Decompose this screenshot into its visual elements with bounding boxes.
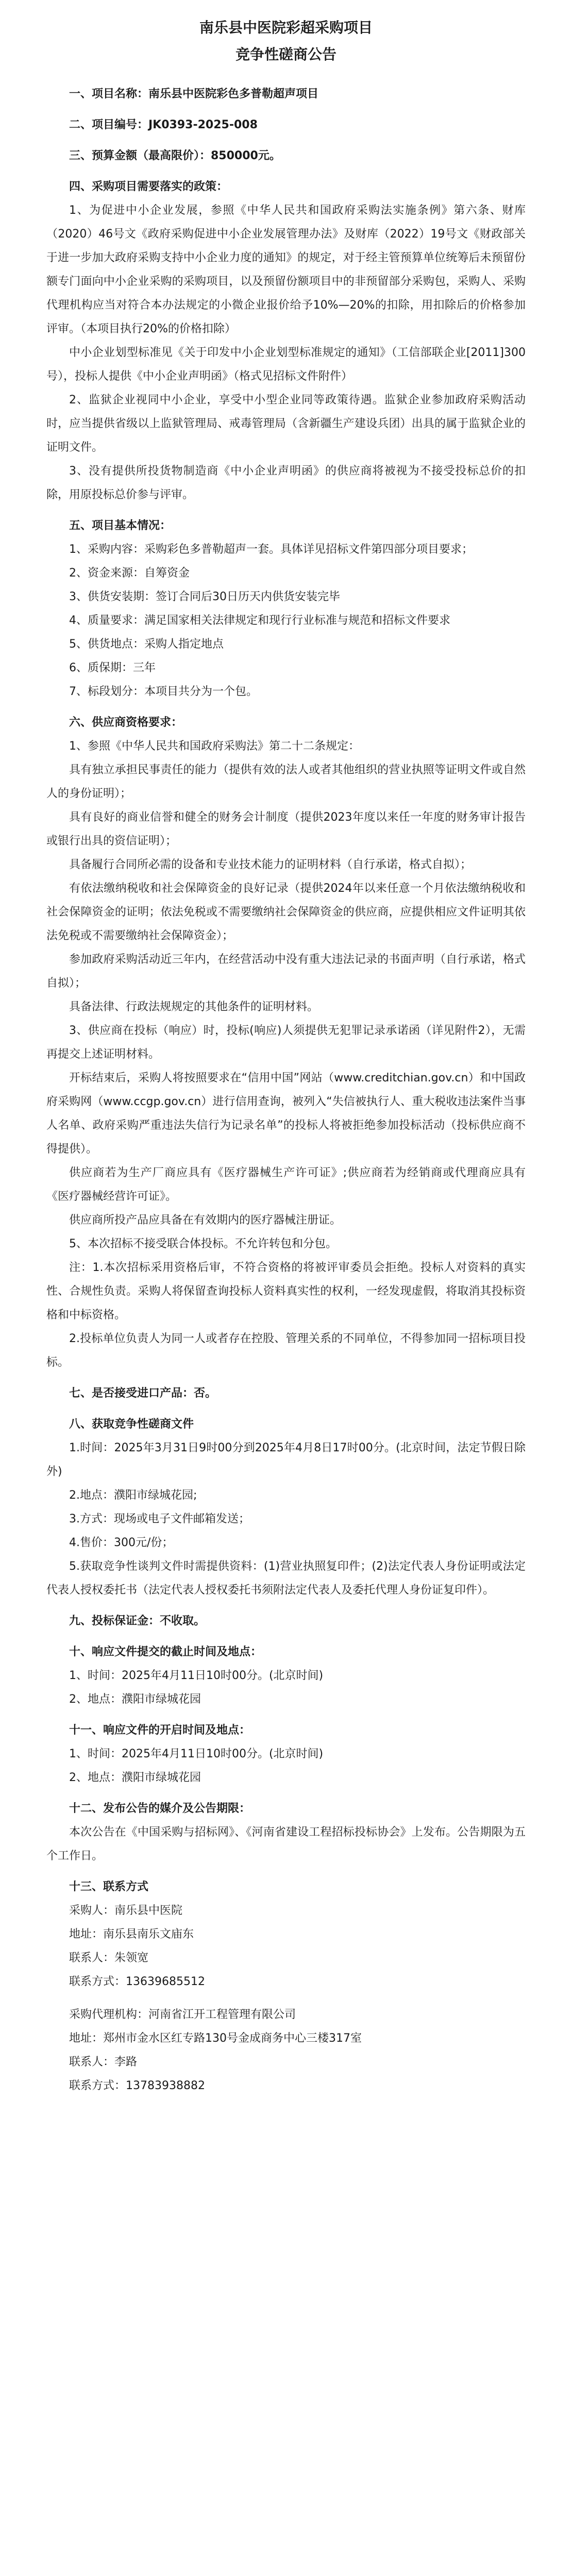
contact-buyer-address: 地址：南乐县南乐文庙东 [69, 1928, 194, 1941]
publication-heading: 十二、发布公告的媒介及公告期限： [69, 1802, 251, 1815]
qualification-paragraph: 1、参照《中华人民共和国政府采购法》第二十二条规定： [69, 740, 360, 753]
qualification-paragraph: 具备法律、行政法规规定的其他条件的证明材料。 [69, 1001, 319, 1013]
policy-paragraph-1: 1、为促进中小企业发展，参照《中华人民共和国政府采购法实施条例》第六条、财库（2020）46号文《政府采购促进中小企业发展管理办法》及财库（2022）19号文《财政部关于进一步加大政府采购支持中小企业力度的通知》的规定，对于经主管预算单位统筹后未预留份额专门面向中小企业采购的采购项目，以及预留份额项目中的非预留部分采购包，采购人、采购代理机构应当对符合本办法规定的小微企业报价给予10%—20%的扣除，用扣除后的价格参加评审。（本项目执行20%的价格扣除） [46, 204, 526, 335]
qualification-paragraph: 供应商若为生产厂商应具有《医疗器械生产许可证》;供应商若为经销商或代理商应具有《医疗器械经营许可证》。 [46, 1166, 526, 1203]
qualification-paragraph: 具有独立承担民事责任的能力（提供有效的法人或者其他组织的营业执照等证明文件或自然人的身份证明）； [46, 764, 526, 800]
policy-paragraph-3: 2、监狱企业视同中小企业，享受中小型企业同等政策待遇。监狱企业参加政府采购活动时，应当提供省级以上监狱管理局、戒毒管理局（含新疆生产建设兵团）出具的属于监狱企业的证明文件。 [46, 394, 526, 454]
basic-info-item: 3、供货安装期：签订合同后30日历天内供货安装完毕 [69, 590, 340, 603]
obtain-documents-paragraph: 1.时间：2025年3月31日9时00分到2025年4月8日17时00分。(北京时间，法定节假日除外) [46, 1442, 526, 1478]
policy-paragraph-2: 中小企业划型标准见《关于印发中小企业划型标准规定的通知》（工信部联企业[2011]300号），投标人提供《中小企业声明函》（格式见招标文件附件） [46, 346, 526, 383]
qualification-paragraph: 具备履行合同所必需的设备和专业技术能力的证明材料（自行承诺，格式自拟）； [69, 858, 472, 871]
project-name: 一、项目名称：南乐县中医院彩色多普勒超声项目 [69, 88, 319, 100]
basic-info-heading: 五、项目基本情况： [69, 519, 172, 532]
qualification-paragraph: 有依法缴纳税收和社会保障资金的良好记录（提供2024年以来任意一个月依法缴纳税收和社会保障资金的证明；依法免税或不需要缴纳社会保障资金的供应商，应提供相应文件证明其依法免税或不需要缴纳社会保障资金）； [46, 882, 526, 942]
policy-paragraph-4: 3、没有提供所投货物制造商《中小企业声明函》的供应商将被视为不接受投标总价的扣除，用原投标总价参与评审。 [46, 465, 526, 501]
qualification-paragraph: 供应商所投产品应具备在有效期内的医疗器械注册证。 [69, 1214, 342, 1227]
basic-info-item: 6、质保期：三年 [69, 662, 156, 674]
basic-info-item: 1、采购内容：采购彩色多普勒超声一套。具体详见招标文件第四部分项目要求； [69, 543, 473, 556]
basic-info-item: 2、资金来源：自筹资金 [69, 567, 190, 580]
document-title: 南乐县中医院彩超采购项目 [199, 19, 373, 36]
obtain-documents-paragraph: 5.获取竞争性谈判文件时需提供资料：(1)营业执照复印件；(2)法定代表人身份证明或法定代表人授权委托书（法定代表人授权委托书须附法定代表人及委托代理人身份证复印件）。 [46, 1560, 526, 1597]
qualification-paragraph: 具有良好的商业信誉和健全的财务会计制度（提供2023年度以来任一年度的财务审计报告或银行出具的资信证明）； [46, 811, 526, 848]
submission-deadline-heading: 十、响应文件提交的截止时间及地点： [69, 1646, 262, 1658]
qualification-paragraph: 开标结束后，采购人将按照要求在“信用中国”网站（www.creditchian.gov.cn）和中国政府采购网（www.ccgp.gov.cn）进行信用查询，被列入“失信被执行人、重大税收违法案件当事人名单、政府采购严重违法失信行为记录名单”的投标人将被拒绝参加投标活动（投标供应商不得提供）。 [46, 1072, 526, 1156]
qualification-paragraph: 2.投标单位负责人为同一人或者存在控股、管理关系的不同单位，不得参加同一招标项目投标。 [46, 1332, 526, 1369]
import-products-heading: 七、是否接受进口产品：否。 [69, 1387, 217, 1400]
contact-heading: 十三、联系方式 [69, 1880, 149, 1893]
submission-deadline-paragraph: 2、地点：濮阳市绿城花园 [69, 1693, 201, 1706]
document-subtitle: 竞争性磋商公告 [235, 46, 337, 63]
contact-agent-person: 联系人：李路 [69, 2056, 138, 2069]
submission-deadline-paragraph: 1、时间：2025年4月11日10时00分。(北京时间) [69, 1669, 324, 1682]
obtain-documents-paragraph: 2.地点：濮阳市绿城花园; [69, 1489, 197, 1502]
budget-amount: 三、预算金额（最高限价）：850000元。 [69, 149, 281, 162]
policy-heading: 四、采购项目需要落实的政策： [69, 180, 228, 193]
publication-paragraph: 本次公告在《中国采购与招标网》、《河南省建设工程招标投标协会》上发布。公告期限为五个工作日。 [46, 1826, 526, 1862]
basic-info-item: 7、标段划分：本项目共分为一个包。 [69, 685, 258, 698]
contact-buyer: 采购人：南乐县中医院 [69, 1904, 183, 1917]
basic-info-item: 5、供货地点：采购人指定地点 [69, 638, 224, 651]
contact-buyer-phone: 联系方式：13639685512 [69, 1975, 205, 1988]
opening-time-heading: 十一、响应文件的开启时间及地点： [69, 1724, 251, 1737]
obtain-documents-heading: 八、获取竞争性磋商文件 [69, 1418, 194, 1431]
contact-agent-phone: 联系方式：13783938882 [69, 2079, 205, 2092]
obtain-documents-paragraph: 4.售价：300元/份； [69, 1536, 174, 1549]
qualification-paragraph: 3、供应商在投标（响应）时，投标(响应)人须提供无犯罪记录承诺函（详见附件2），无需再提交上述证明材料。 [46, 1024, 526, 1061]
basic-info-item: 4、质量要求：满足国家相关法律规定和现行行业标准与规范和招标文件要求 [69, 614, 450, 627]
qualification-paragraph: 5、本次招标不接受联合体投标。不允许转包和分包。 [69, 1238, 337, 1250]
opening-time-paragraph: 1、时间：2025年4月11日10时00分。(北京时间) [69, 1748, 324, 1760]
deposit-heading: 九、投标保证金：不收取。 [69, 1615, 206, 1628]
project-number: 二、项目编号：JK0393-2025-008 [69, 118, 258, 131]
contact-buyer-person: 联系人：朱领宽 [69, 1952, 149, 1964]
qualification-paragraph: 注：1.本次招标采用资格后审，不符合资格的将被评审委员会拒绝。投标人对资料的真实性、合规性负责。采购人将保留查询投标人资料真实性的权利，一经发现虚假，将取消其投标资格和中标资格。 [46, 1261, 526, 1321]
qualification-heading: 六、供应商资格要求： [69, 716, 183, 729]
opening-time-paragraph: 2、地点：濮阳市绿城花园 [69, 1771, 201, 1784]
contact-agent-address: 地址：郑州市金水区红专路130号金成商务中心三楼317室 [69, 2032, 362, 2045]
contact-agent: 采购代理机构：河南省江开工程管理有限公司 [69, 2008, 296, 2021]
obtain-documents-paragraph: 3.方式：现场或电子文件邮箱发送； [69, 1513, 250, 1526]
qualification-paragraph: 参加政府采购活动近三年内，在经营活动中没有重大违法记录的书面声明（自行承诺，格式自拟）； [46, 953, 526, 990]
